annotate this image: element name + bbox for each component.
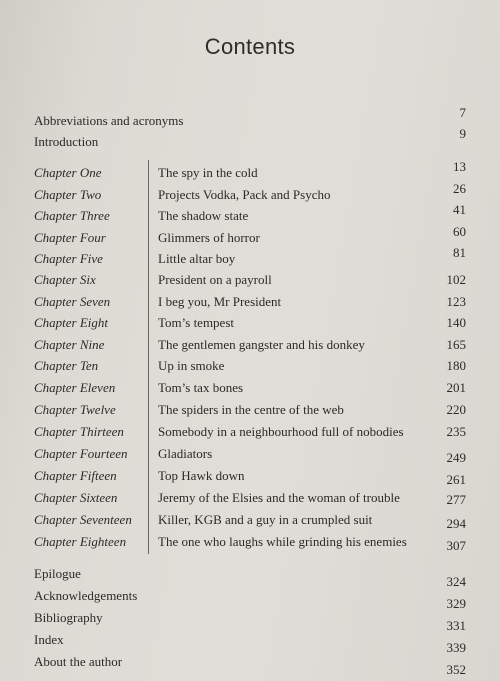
- chapter-page: 235: [446, 424, 466, 439]
- chapter-title: Gladiators: [158, 446, 213, 461]
- chapter-page: 261: [446, 472, 466, 487]
- back-matter-item: [0, 651, 500, 677]
- chapter-row: [0, 202, 500, 227]
- chapter-number: Chapter Nine: [34, 337, 105, 352]
- chapter-page: 140: [446, 315, 466, 330]
- chapter-title: Projects Vodka, Pack and Psycho: [158, 187, 331, 202]
- chapter-page: 249: [446, 450, 466, 465]
- back-matter-label: About the author: [34, 654, 123, 669]
- chapter-number: Chapter Fifteen: [34, 468, 117, 483]
- chapter-row: [0, 245, 500, 270]
- back-matter-label: Bibliography: [34, 610, 103, 625]
- chapter-title: Tom’s tempest: [158, 315, 235, 330]
- front-matter-item: [0, 126, 500, 153]
- chapter-page: 60: [453, 224, 466, 239]
- chapter-page: 26: [453, 181, 466, 196]
- chapter-row: [0, 487, 500, 509]
- chapter-number: Chapter Fourteen: [34, 446, 128, 461]
- chapter-title: Little altar boy: [158, 251, 236, 266]
- chapter-row: [0, 334, 500, 356]
- chapter-number: Chapter Eighteen: [34, 534, 127, 549]
- chapter-number: Chapter Eleven: [34, 380, 116, 395]
- chapter-number: Chapter Five: [34, 251, 103, 266]
- back-matter-page: 329: [446, 596, 466, 611]
- chapter-number: Chapter Eight: [34, 315, 109, 330]
- back-matter-label: Acknowledgements: [34, 588, 138, 603]
- chapter-title: The spiders in the centre of the web: [158, 402, 344, 417]
- chapter-page: 180: [446, 358, 466, 373]
- chapter-title: President on a payroll: [158, 272, 272, 287]
- chapter-row: [0, 355, 500, 377]
- chapter-title: Jeremy of the Elsies and the woman of trouble: [158, 490, 400, 505]
- back-matter-item: [0, 585, 500, 611]
- back-matter-label: Epilogue: [34, 566, 81, 581]
- chapter-row: [0, 531, 500, 553]
- chapter-row: [0, 181, 500, 206]
- chapter-page: 102: [446, 272, 466, 287]
- chapter-page: 307: [446, 538, 466, 553]
- chapter-title: The spy in the cold: [158, 165, 258, 180]
- chapter-title: Up in smoke: [158, 358, 225, 373]
- chapter-row: [0, 224, 500, 249]
- chapter-page: 41: [453, 202, 466, 217]
- chapter-row: [0, 377, 500, 399]
- back-matter-label: Index: [34, 632, 64, 647]
- chapter-title: The gentlemen gangster and his donkey: [158, 337, 365, 352]
- chapter-title: Somebody in a neighbourhood full of nobodies: [158, 424, 404, 439]
- chapter-title: Glimmers of horror: [158, 230, 260, 245]
- chapter-number: Chapter One: [34, 165, 102, 180]
- chapter-page: 294: [446, 516, 466, 531]
- chapter-title: Tom’s tax bones: [158, 380, 244, 395]
- front-matter-page: 7: [459, 105, 466, 120]
- front-matter-item: [0, 105, 500, 130]
- chapter-row: [0, 291, 500, 313]
- chapter-page: 81: [453, 245, 466, 260]
- chapter-title: Killer, KGB and a guy in a crumpled suit: [158, 512, 373, 527]
- chapter-page: 201: [446, 380, 466, 395]
- chapter-number: Chapter Seventeen: [34, 512, 132, 527]
- chapter-title: I beg you, Mr President: [158, 294, 282, 309]
- chapter-page: 277: [446, 492, 466, 507]
- chapter-number: Chapter Three: [34, 208, 110, 223]
- chapter-number: Chapter Seven: [34, 294, 111, 309]
- chapter-number: Chapter Thirteen: [34, 424, 124, 439]
- chapter-row: [0, 509, 500, 531]
- chapter-title: Top Hawk down: [158, 468, 245, 483]
- back-matter-item: [0, 563, 500, 589]
- chapter-number: Chapter Six: [34, 272, 96, 287]
- chapter-row: [0, 159, 500, 184]
- front-matter-label: Introduction: [34, 134, 99, 149]
- chapter-row: [0, 421, 500, 443]
- chapter-page: 123: [446, 294, 466, 309]
- chapter-number: Chapter Ten: [34, 358, 99, 373]
- chapter-page: 220: [446, 402, 466, 417]
- chapter-title: The shadow state: [158, 208, 249, 223]
- back-matter-item: [0, 629, 500, 655]
- chapter-row: [0, 443, 500, 465]
- front-matter-page: 9: [459, 126, 466, 141]
- chapter-page: 165: [446, 337, 466, 352]
- chapter-number: Chapter Two: [34, 187, 102, 202]
- chapter-row: [0, 399, 500, 421]
- back-matter-page: 331: [446, 618, 466, 633]
- chapter-number: Chapter Sixteen: [34, 490, 118, 505]
- chapter-row: [0, 269, 500, 291]
- chapter-row: [0, 465, 500, 487]
- page-title: Contents: [204, 34, 296, 59]
- back-matter-page: 352: [446, 662, 466, 677]
- chapter-number: Chapter Twelve: [34, 402, 116, 417]
- chapter-page: 13: [453, 159, 466, 174]
- back-matter-page: 324: [446, 574, 466, 589]
- chapter-number: Chapter Four: [34, 230, 106, 245]
- front-matter-label: Abbreviations and acronyms: [34, 113, 184, 128]
- back-matter-item: [0, 607, 500, 633]
- chapter-row: [0, 312, 500, 334]
- chapter-title: The one who laughs while grinding his enemies: [158, 534, 407, 549]
- back-matter-page: 339: [446, 640, 466, 655]
